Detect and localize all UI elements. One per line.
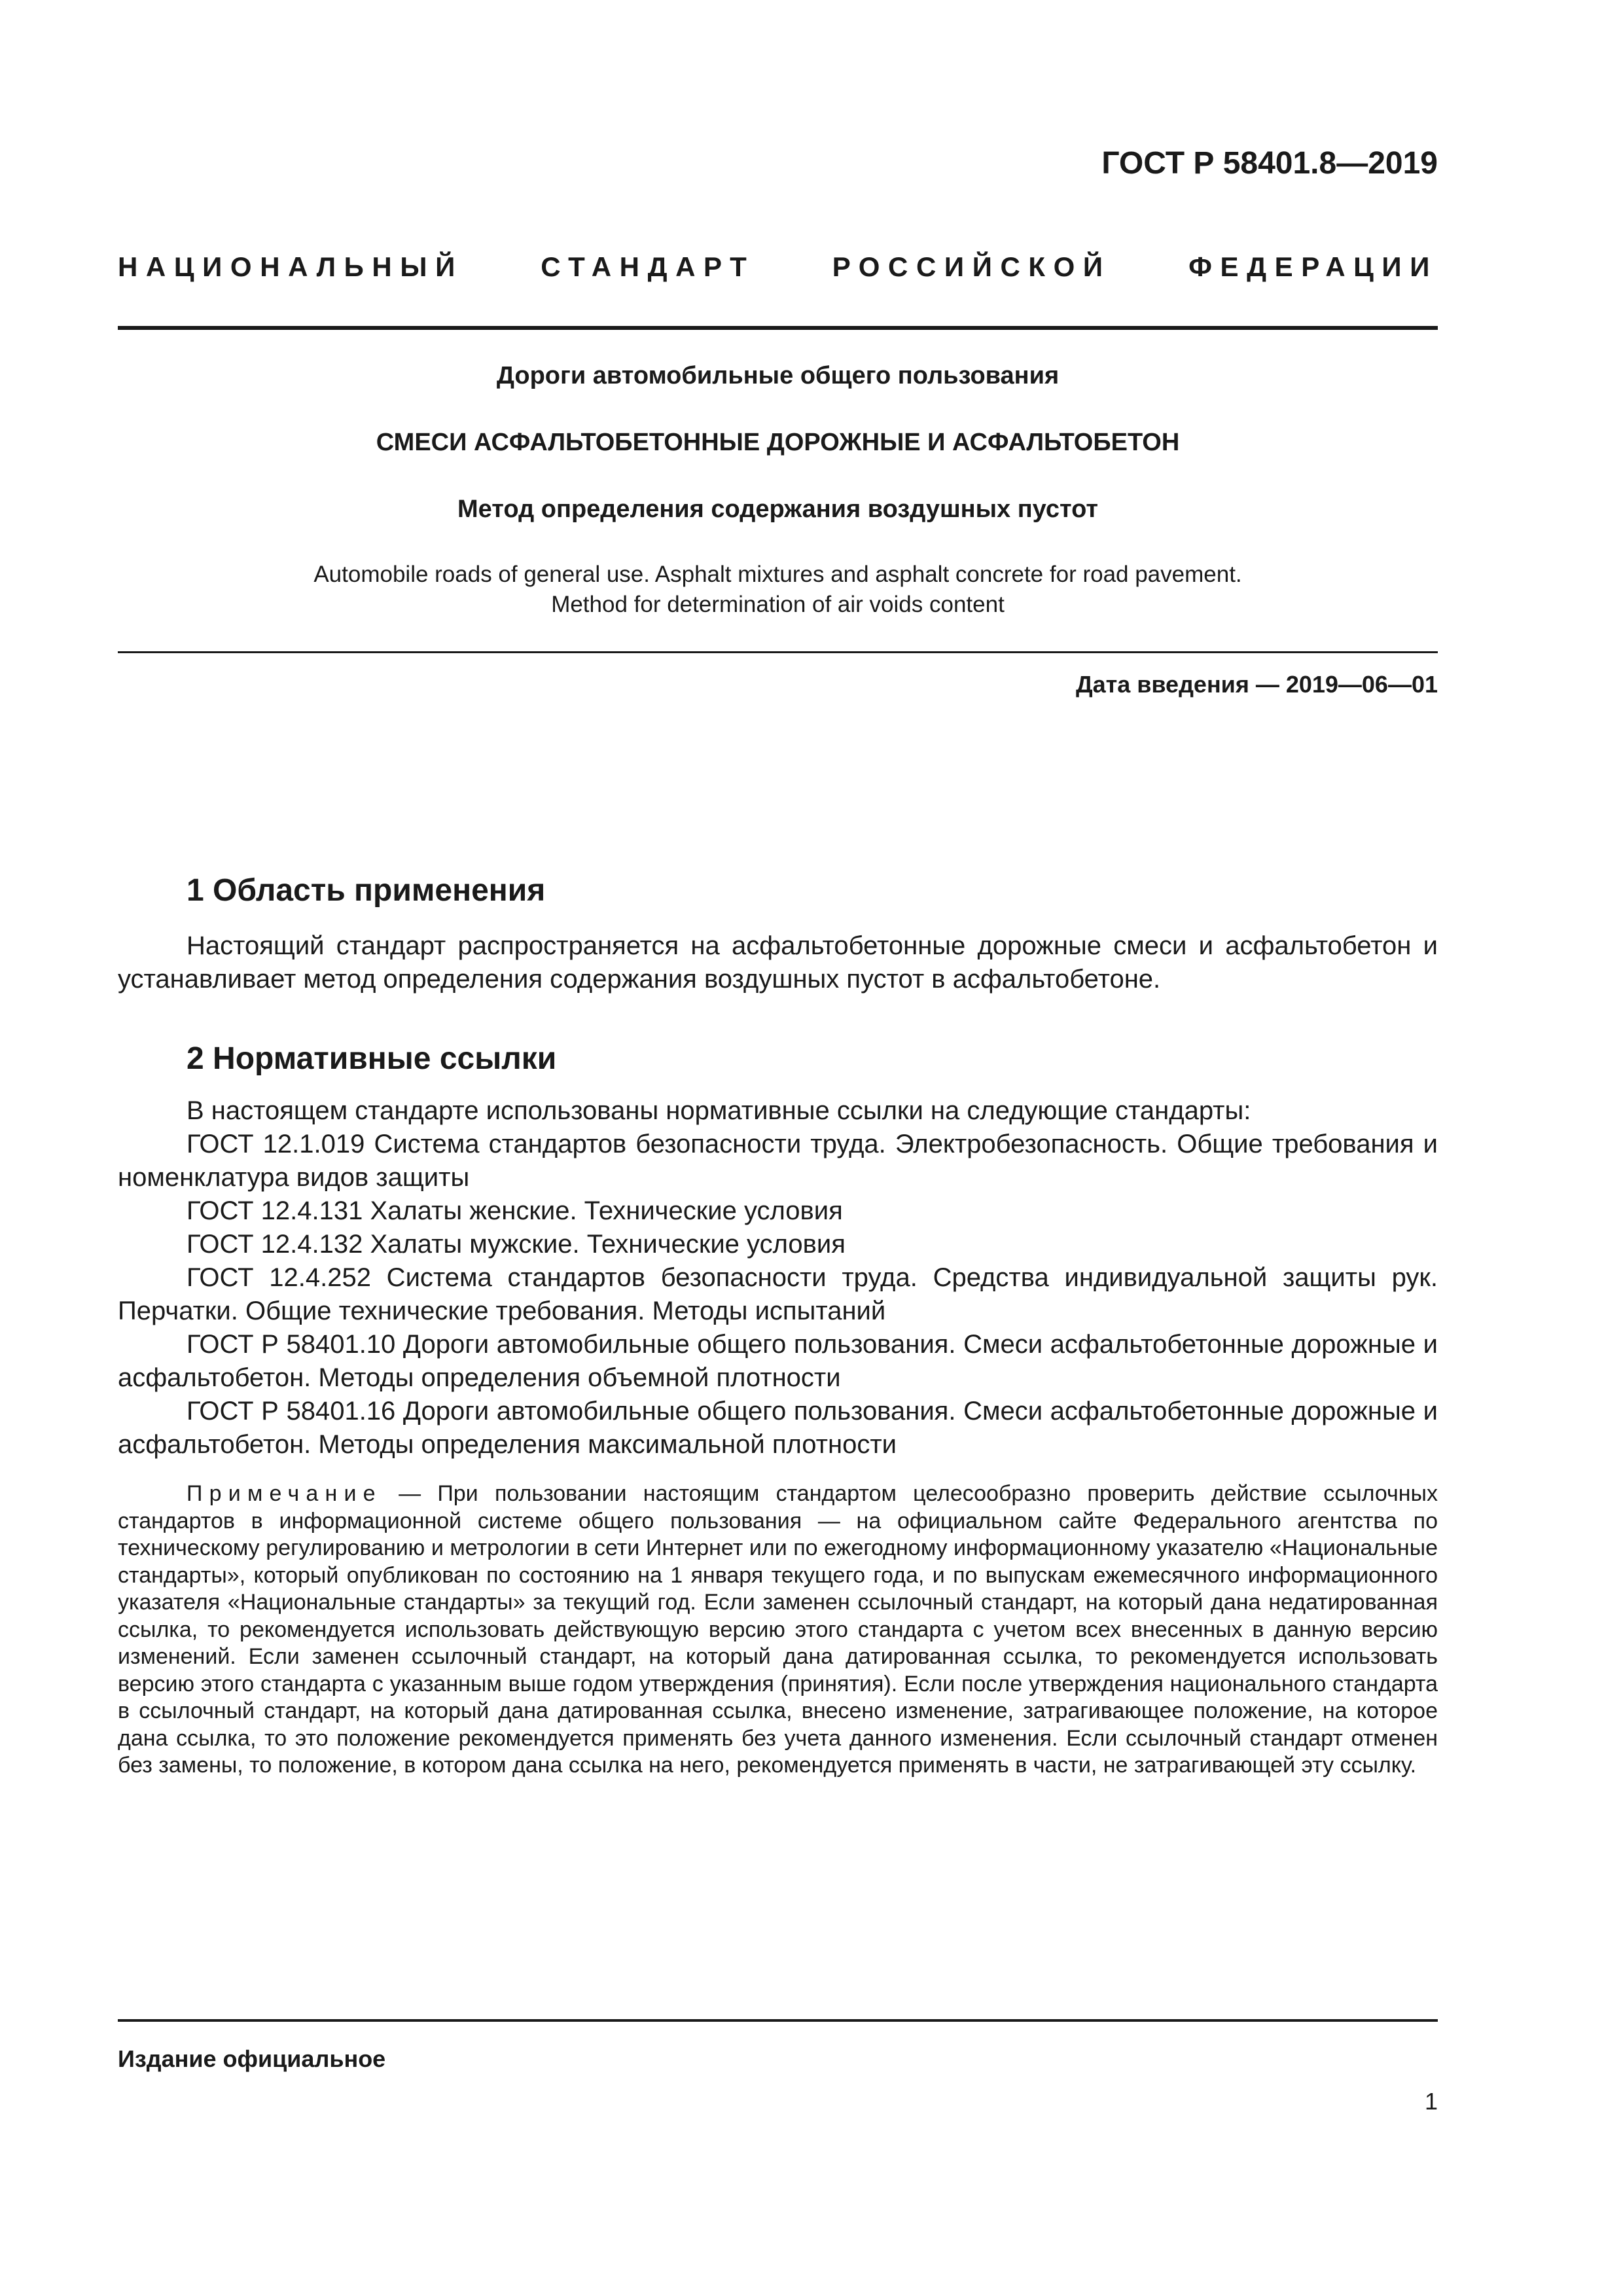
header-divider [118,326,1438,330]
title-divider [118,651,1438,653]
banner-word: СТАНДАРТ [541,251,755,282]
section-1-paragraph: Настоящий стандарт распространяется на асфальтобетонные дорожные смеси и асфальтобетон и устанавливает метод определения содержания воздушных пустот в асфальтобетоне. [118,931,1438,994]
banner-word: НАЦИОНАЛЬНЫЙ [118,251,463,282]
reference-item: ГОСТ Р 58401.16 Дороги автомобильные общего пользования. Смеси асфальтобетонные дорожные и асфальтобетон. Методы определения максимальной плотности [118,1397,1438,1459]
title-main: СМЕСИ АСФАЛЬТОБЕТОННЫЕ ДОРОЖНЫЕ И АСФАЛЬТОБЕТОН [376,429,1180,456]
title-english [118,560,1438,620]
note-block [118,1480,1438,1780]
national-standard-banner [118,251,1438,283]
banner-word: ФЕДЕРАЦИИ [1188,251,1438,282]
title-method: Метод определения содержания воздушных пустот [457,495,1098,523]
reference-item: ГОСТ Р 58401.10 Дороги автомобильные общего пользования. Смеси асфальтобетонные дорожные и асфальтобетон. Методы определения объемной плотности [118,1330,1438,1392]
document-code: ГОСТ Р 58401.8—2019 [1101,146,1438,181]
section-2-heading: 2 Нормативные ссылки [187,1041,557,1076]
banner-word: РОССИЙСКОЙ [832,251,1111,282]
title-road: Дороги автомобильные общего пользования [496,362,1060,389]
section-1-text [118,929,1438,996]
footer-divider [118,2019,1438,2022]
official-edition-label: Издание официальное [118,2045,386,2072]
reference-item: ГОСТ 12.4.252 Система стандартов безопасности труда. Средства индивидуальной защиты рук. Перчатки. Общие технические требования. Методы испытаний [118,1263,1438,1325]
section-1-heading: 1 Область применения [187,873,546,908]
references-intro: В настоящем стандарте использованы нормативные ссылки на следующие стандарты: [187,1096,1251,1125]
reference-item: ГОСТ 12.1.019 Система стандартов безопасности труда. Электробезопасность. Общие требования и номенклатура видов защиты [118,1130,1438,1192]
reference-item: ГОСТ 12.4.132 Халаты мужские. Технические условия [187,1230,846,1259]
introduction-date: Дата введения — 2019—06—01 [1075,671,1438,698]
note-label: Примечание [187,1481,382,1506]
title-english-line1: Automobile roads of general use. Asphalt mixtures and asphalt concrete for road pavement. [313,562,1242,587]
page-number: 1 [1424,2088,1438,2115]
normative-references [118,1094,1438,1462]
note-text: — При пользовании настоящим стандартом целесообразно проверить действие ссылочных стандартов в информационной системе общего пользования — на официальном сайте Федерального агентства по техническому регулированию и метрологии в сети Интернет или по ежегодному информационному указателю «Национальные стандарты», который опубликован по состоянию на 1 января текущего года, и по выпускам ежемесячного информационного указателя «Национальные стандарты» за текущий год. Если заменен ссылочный стандарт, на который дана недатированная ссылка, то рекомендуется использовать действующую версию этого стандарта с учетом всех внесенных в данную версию изменений. Если заменен ссылочный стандарт, на который дана датированная ссылка, то рекомендуется использовать версию этого стандарта с указанным выше годом утверждения (принятия). Если после утверждения национального стандарта в ссылочный стандарт, на который дана датированная ссылка, внесено изменение, затрагивающее положение, на которое дана ссылка, то это положение рекомендуется применять без учета данного изменения. Если ссылочный стандарт отменен без замены, то положение, в котором дана ссылка на него, рекомендуется применять в части, не затрагивающей эту ссылку. [118,1481,1438,1778]
title-english-line2: Method for determination of air voids content [551,592,1005,617]
reference-item: ГОСТ 12.4.131 Халаты женские. Технические условия [187,1196,843,1225]
